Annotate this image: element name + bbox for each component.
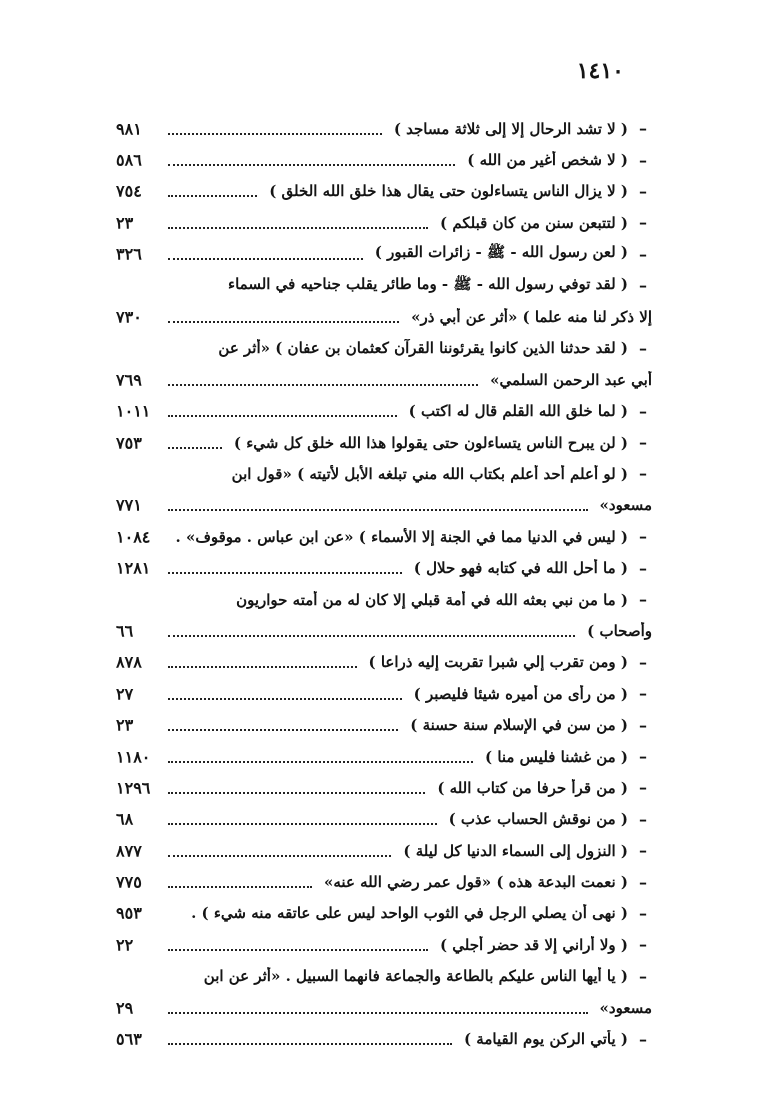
entry-page-number: ٢٢ (116, 935, 134, 955)
entry-text: ( لقد حدثنا الذين كانوا يقرئوننا القرآن كعثمان بن عفان ) «أثر عن (218, 339, 628, 358)
index-entry-line (112, 207, 652, 238)
index-entry-line (112, 427, 652, 458)
entry-text: ( نهى أن يصلي الرجل في الثوب الواحد ليس على عاتقه منه شيء ) . (191, 904, 628, 923)
entry-text: ( يأتي الركن يوم القيامة ) (463, 1030, 628, 1049)
entry-page-number: ٧٥٣ (116, 433, 142, 453)
entry-page-number: ٥٨٦ (116, 150, 142, 170)
entry-text: إلا ذكر لنا منه علما ) «أثر عن أبي ذر» (411, 308, 652, 327)
entry-text: ( لا شخص أغير من الله ) (467, 151, 628, 170)
entry-text: ( لما خلق الله القلم قال له اكتب ) (408, 402, 628, 421)
dot-leader (168, 949, 428, 951)
entry-page-number: ١٠١١ (116, 401, 151, 421)
entry-text: ( من رأى من أميره شيئا فليصبر ) (413, 684, 628, 703)
dot-leader (168, 855, 391, 857)
entry-dash: – (639, 935, 647, 955)
index-entry-line (112, 772, 652, 803)
entry-dash: – (639, 1029, 647, 1049)
dot-leader (168, 698, 402, 700)
entry-dash: – (639, 966, 647, 986)
entry-dash: – (639, 778, 647, 798)
entry-text: مسعود» (599, 998, 652, 1017)
entry-dash: – (639, 276, 647, 296)
index-entry-line (112, 1023, 652, 1054)
entry-page-number: ٢٩ (116, 998, 134, 1018)
entry-text: ( ولا أراني إلا قد حضر أجلي ) (439, 935, 628, 954)
entry-page-number: ٦٨ (116, 809, 134, 829)
entry-page-number: ٧٣٠ (116, 307, 142, 327)
entry-text: وأصحاب ) (587, 621, 652, 640)
entry-text: ( من نوقش الحساب عذب ) (448, 810, 628, 829)
entry-dash: – (639, 464, 647, 484)
dot-leader (168, 195, 257, 197)
entry-text: ( ما أحل الله في كتابه فهو حلال ) (413, 559, 628, 578)
entry-page-number: ٩٨١ (116, 119, 142, 139)
entry-page-number: ٢٣ (116, 715, 134, 735)
index-entry-line (112, 647, 652, 678)
dot-leader (168, 227, 428, 229)
index-entry-line (112, 301, 652, 332)
index-entry-line (112, 992, 652, 1023)
page-number: ١٤١٠ (576, 58, 624, 84)
entry-page-number: ٩٥٣ (116, 903, 142, 923)
entry-dash: – (639, 401, 647, 421)
index-entry-line (112, 552, 652, 583)
entry-page-number: ٨٧٧ (116, 841, 142, 861)
entry-dash: – (639, 119, 647, 139)
entry-dash: – (639, 213, 647, 233)
index-entry-line (112, 144, 652, 175)
entry-page-number: ٥٦٣ (116, 1029, 142, 1049)
dot-leader (168, 133, 382, 135)
entry-text: ( يا أيها الناس عليكم بالطاعة والجماعة فانهما السبيل . «أثر عن ابن (203, 967, 628, 986)
entry-text: ( من قرأ حرفا من كتاب الله ) (437, 778, 628, 797)
entry-dash: – (639, 652, 647, 672)
index-entry-line (112, 176, 652, 207)
entry-text: ( نعمت البدعة هذه ) «قول عمر رضي الله عنه» (324, 873, 628, 892)
dot-leader (168, 886, 312, 888)
entry-dash: – (639, 747, 647, 766)
entry-text: ( من سن في الإسلام سنة حسنة ) (410, 716, 628, 735)
entry-dash: – (639, 244, 647, 264)
index-entry-line (112, 898, 652, 929)
dot-leader (168, 384, 478, 386)
index-entry-line (112, 961, 652, 992)
entry-page-number: ٣٢٦ (116, 244, 142, 264)
index-entry-line (112, 270, 652, 301)
entry-page-number: ٧٦٩ (116, 370, 142, 390)
entry-text: ( ومن تقرب إلي شبرا تقربت إليه ذراعا ) (368, 653, 628, 672)
entry-text: ( ليس في الدنيا مما في الجنة إلا الأسماء ) «عن ابن عباس . موقوف» . (175, 527, 628, 546)
entry-page-number: ٨٧٨ (116, 652, 142, 672)
entry-page-number: ١٢٨١ (116, 558, 151, 578)
entry-dash: – (639, 338, 647, 358)
entry-page-number: ١٠٨٤ (116, 527, 151, 547)
entry-page-number: ٢٧ (116, 684, 134, 704)
index-entry-line (112, 866, 652, 897)
entry-text: أبي عبد الرحمن السلمي» (490, 370, 652, 389)
entry-dash: – (639, 809, 647, 829)
index-entry-line (112, 678, 652, 709)
entry-dash: – (639, 590, 647, 610)
entry-page-number: ٦٦ (116, 621, 134, 641)
entry-text: مسعود» (599, 496, 652, 515)
entry-dash: – (639, 841, 647, 861)
dot-leader (168, 1012, 588, 1014)
dot-leader (168, 572, 402, 574)
index-entry-line (112, 521, 652, 552)
dot-leader (168, 509, 588, 511)
index-entry-line (112, 333, 652, 364)
entry-dash: – (639, 872, 647, 892)
index-entry-line (112, 709, 652, 740)
dot-leader (168, 666, 357, 668)
index-entry-line (112, 584, 652, 615)
entry-dash: – (639, 558, 647, 578)
index-entry-line (112, 804, 652, 835)
dot-leader (168, 635, 575, 637)
dot-leader (168, 729, 398, 731)
entry-dash: – (639, 433, 647, 453)
entry-dash: – (639, 150, 647, 170)
entry-page-number: ٧٧٥ (116, 872, 142, 892)
entry-dash: – (639, 527, 647, 547)
entry-dash: – (639, 181, 647, 201)
entry-page-number: ١٢٩٦ (116, 778, 151, 798)
entry-page-number: ٢٣ (116, 213, 134, 233)
entry-text: ( ما من نبي بعثه الله في أمة قبلي إلا كان له من أمته حواريون (236, 590, 628, 609)
entry-page-number: ١١٨٠ (116, 747, 151, 766)
entry-text: ( لو أعلم أحد أعلم بكتاب الله مني تبلغه الأبل لأتيته ) «قول ابن (231, 464, 628, 483)
entry-text: ( لتتبعن سنن من كان قبلكم ) (440, 213, 628, 232)
entry-page-number: ٧٧١ (116, 495, 142, 515)
entry-dash: – (639, 715, 647, 735)
dot-leader (168, 823, 437, 825)
index-entry-line (112, 741, 652, 772)
entry-text: ( النزول إلى السماء الدنيا كل ليلة ) (403, 841, 628, 860)
index-entry-line (112, 835, 652, 866)
entry-text: ( لا يزال الناس يتساءلون حتى يقال هذا خلق الله الخلق ) (269, 182, 628, 201)
index-entry-line (112, 113, 652, 144)
entry-dash: – (639, 903, 647, 923)
dot-leader (168, 415, 397, 417)
index-list (112, 113, 652, 1055)
entry-text: ( لعن رسول الله - ﷺ - زائرات القبور ) (374, 243, 628, 262)
index-entry-line (112, 615, 652, 646)
dot-leader (168, 164, 455, 166)
index-entry-line (112, 364, 652, 395)
index-entry-line (112, 490, 652, 521)
dot-leader (168, 447, 222, 449)
entry-text: ( لقد توفي رسول الله - ﷺ - وما طائر يقلب جناحيه في السماء (228, 274, 628, 293)
entry-page-number: ٧٥٤ (116, 181, 142, 201)
index-entry-line (112, 396, 652, 427)
dot-leader (168, 792, 425, 794)
entry-text: ( من غشنا فليس منا ) (485, 747, 628, 766)
dot-leader (168, 258, 363, 260)
index-entry-line (112, 239, 652, 270)
dot-leader (168, 1043, 452, 1045)
index-entry-line (112, 929, 652, 960)
entry-text: ( لا تشد الرحال إلا إلى ثلاثة مساجد ) (393, 119, 628, 138)
entry-text: ( لن يبرح الناس يتساءلون حتى يقولوا هذا الله خلق كل شيء ) (233, 433, 628, 452)
dot-leader (168, 321, 399, 323)
dot-leader (168, 761, 473, 763)
index-entry-line (112, 458, 652, 489)
entry-dash: – (639, 684, 647, 704)
